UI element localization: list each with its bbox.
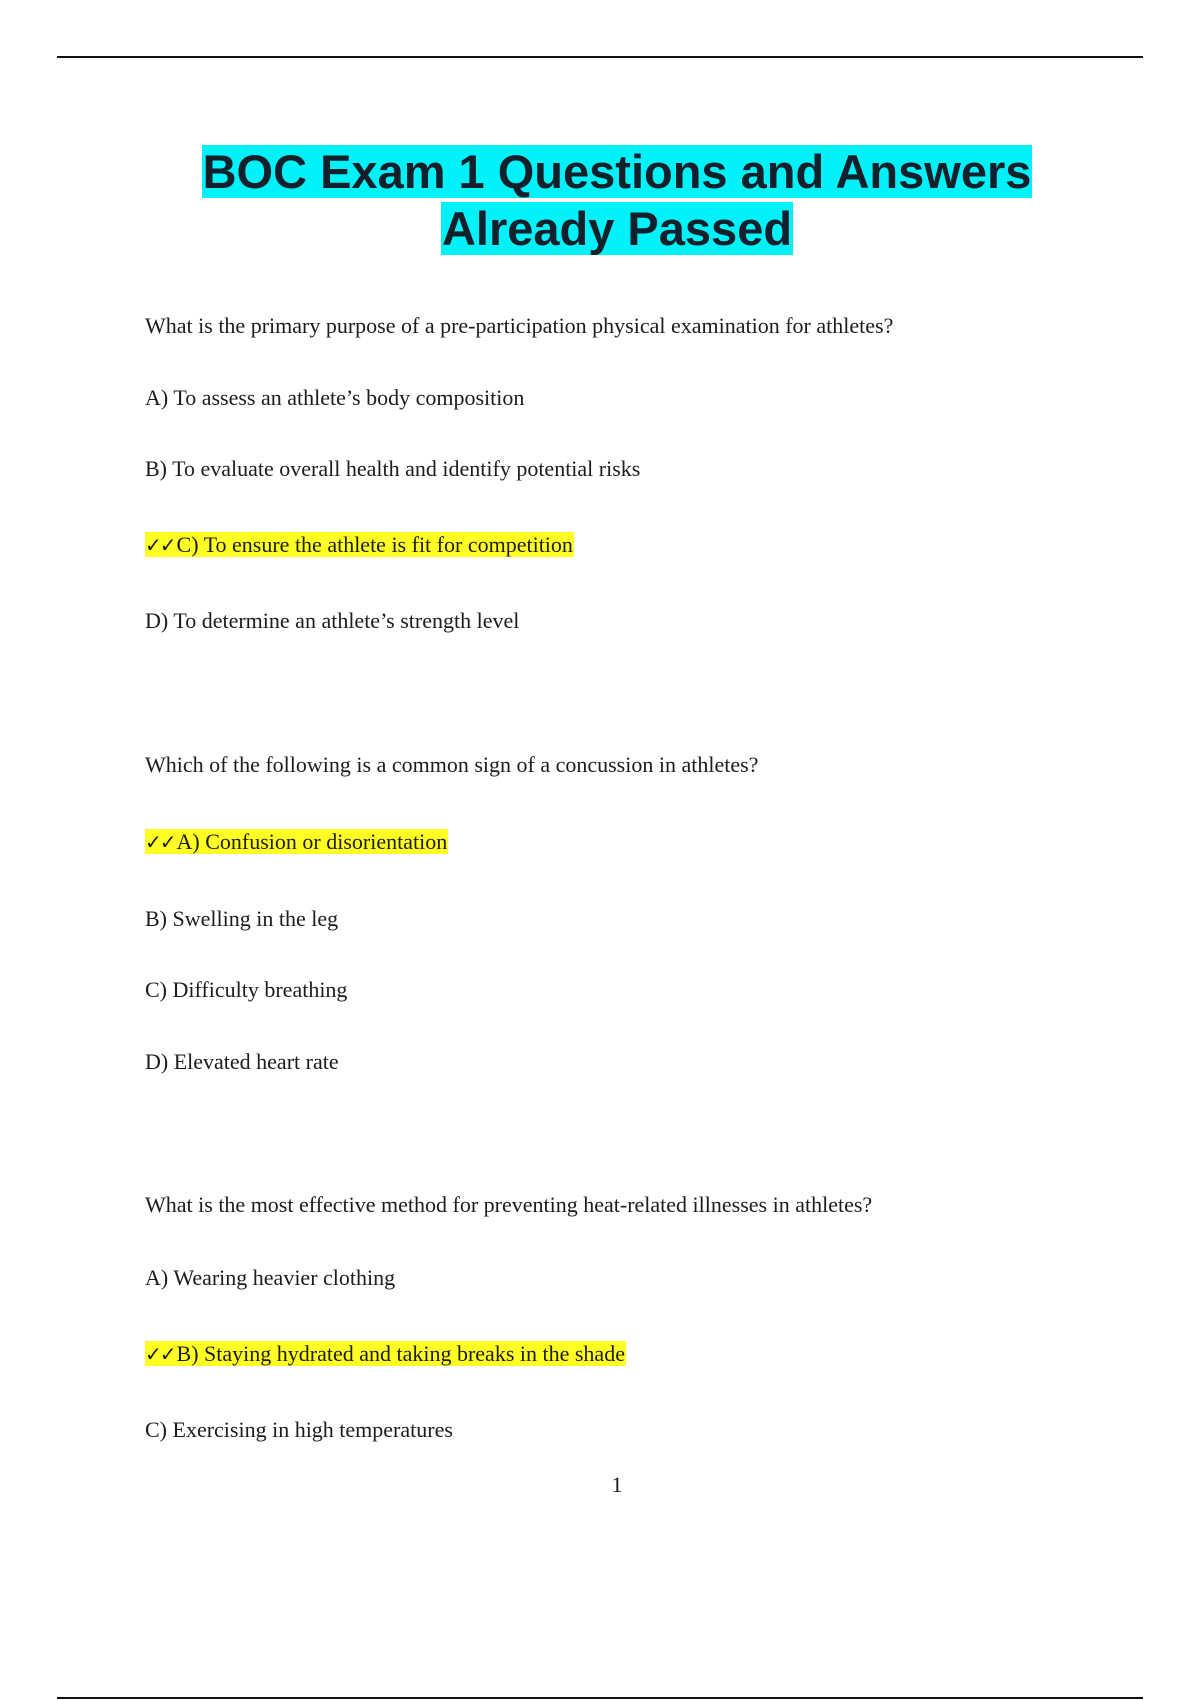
- question-1-option-c-correct: [145, 530, 574, 560]
- bottom-rule: [57, 1697, 1143, 1699]
- question-3-option-a: A) Wearing heavier clothing: [145, 1265, 396, 1290]
- question-2-option-a-correct: [145, 827, 448, 857]
- checkmark-icon: ✓✓: [145, 533, 175, 557]
- document-title: [0, 143, 1200, 257]
- option-text: C) To ensure the athlete is fit for competition: [176, 532, 573, 557]
- top-rule: [57, 56, 1143, 58]
- question-1-option-b: B) To evaluate overall health and identify potential risks: [145, 456, 641, 481]
- question-3-option-b-correct: [145, 1339, 626, 1369]
- title-line-2: Already Passed: [441, 202, 793, 255]
- question-2-option-b: B) Swelling in the leg: [145, 906, 339, 931]
- question-1-prompt: What is the primary purpose of a pre-participation physical examination for athletes?: [145, 313, 894, 338]
- question-1-option-d: D) To determine an athlete’s strength level: [145, 608, 520, 633]
- question-2-option-d: D) Elevated heart rate: [145, 1049, 339, 1074]
- option-text: A) Confusion or disorientation: [176, 829, 448, 854]
- title-line-1: BOC Exam 1 Questions and Answers: [202, 145, 1032, 198]
- checkmark-icon: ✓✓: [145, 830, 175, 854]
- option-text: B) Staying hydrated and taking breaks in the shade: [176, 1341, 625, 1366]
- question-3-option-c: C) Exercising in high temperatures: [145, 1417, 453, 1442]
- question-2-option-c: C) Difficulty breathing: [145, 977, 348, 1002]
- page-number: 1: [611, 1472, 623, 1497]
- question-2-prompt: Which of the following is a common sign of a concussion in athletes?: [145, 752, 759, 777]
- question-3-prompt: What is the most effective method for preventing heat-related illnesses in athletes?: [145, 1192, 873, 1217]
- question-1-option-a: A) To assess an athlete’s body composition: [145, 385, 525, 410]
- checkmark-icon: ✓✓: [145, 1342, 175, 1366]
